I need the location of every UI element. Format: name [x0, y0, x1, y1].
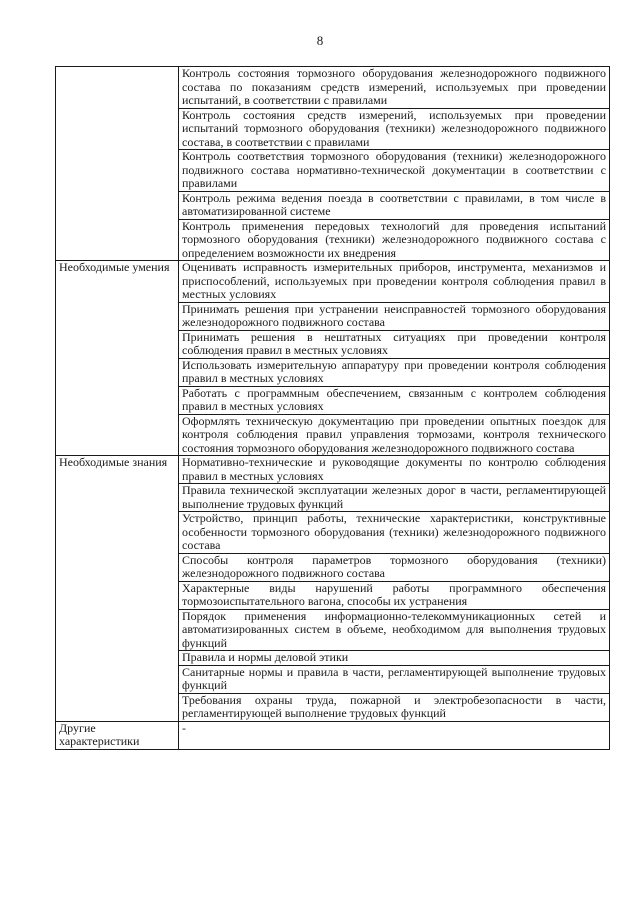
cell-text: Характерные виды нарушений работы программного обеспечения тормозоиспытательного вагона, способы их устранения	[179, 581, 610, 609]
table-row	[56, 261, 610, 303]
cell-text: Контроль состояния тормозного оборудования железнодорожного подвижного состава по показаниям средств измерений, используемых при проведении испытаний, в соответствии с правилами	[179, 67, 610, 109]
cell-text: Требования охраны труда, пожарной и электробезопасности в части, регламентирующей выполнение трудовых функций	[179, 693, 610, 721]
table-row	[56, 67, 610, 109]
cell-text: Порядок применения информационно-телекоммуникационных сетей и автоматизированных систем в объеме, необходимом для выполнения трудовых функций	[179, 609, 610, 651]
cell-text: Принимать решения при устранении неисправностей тормозного оборудования железнодорожного подвижного состава	[179, 302, 610, 330]
characteristics-table	[55, 66, 610, 750]
page-number: 8	[316, 33, 324, 48]
cell-text: Правила и нормы деловой этики	[179, 651, 610, 666]
cell-text: Контроль применения передовых технологий для проведения испытаний тормозного оборудования (техники) железнодорожного подвижного состава с определением возможности их внедрения	[179, 219, 610, 261]
cell-text: Нормативно-технические и руководящие документы по контролю соблюдения правил в местных условиях	[179, 456, 610, 484]
cell-text: Правила технической эксплуатации железных дорог в части, регламентирующей выполнение трудовых функций	[179, 484, 610, 512]
cell-text: Оценивать исправность измерительных приборов, инструмента, механизмов и приспособлений, используемых при проведении контроля соблюдения правил в местных условиях	[179, 261, 610, 303]
row-label-other: Другие характеристики	[56, 721, 179, 749]
row-label-skills: Необходимые умения	[56, 261, 179, 456]
cell-text: Принимать решения в нештатных ситуациях при проведении контроля соблюдения правил в местных условиях	[179, 330, 610, 358]
cell-text: Способы контроля параметров тормозного оборудования (техники) железнодорожного подвижного состава	[179, 553, 610, 581]
row-label-actions	[56, 67, 179, 261]
cell-text: Устройство, принцип работы, технические характеристики, конструктивные особенности тормозного оборудования (техники) железнодорожного подвижного состава	[179, 512, 610, 554]
cell-text: Контроль режима ведения поезда в соответствии с правилами, в том числе в автоматизированной системе	[179, 191, 610, 219]
cell-text: Контроль соответствия тормозного оборудования (техники) железнодорожного подвижного состава нормативно-технической документации в соответствии с правилами	[179, 150, 610, 192]
cell-text: Санитарные нормы и правила в части, регламентирующей выполнение трудовых функций	[179, 665, 610, 693]
cell-text: Работать с программным обеспечением, связанным с контролем соблюдения правил в местных условиях	[179, 386, 610, 414]
table-row	[56, 456, 610, 484]
row-label-knowledge: Необходимые знания	[56, 456, 179, 722]
table-row	[56, 721, 610, 749]
cell-text: -	[179, 721, 610, 749]
cell-text: Оформлять техническую документацию при проведении опытных поездок для контроля соблюдения правил управления тормозами, контроля технического состояния тормозного оборудования железнодорожного подвижного состава	[179, 414, 610, 456]
cell-text: Контроль состояния средств измерений, используемых при проведении испытаний тормозного оборудования (техники) железнодорожного подвижного состава, в соответствии с правилами	[179, 108, 610, 150]
cell-text: Использовать измерительную аппаратуру при проведении контроля соблюдения правил в местных условиях	[179, 358, 610, 386]
